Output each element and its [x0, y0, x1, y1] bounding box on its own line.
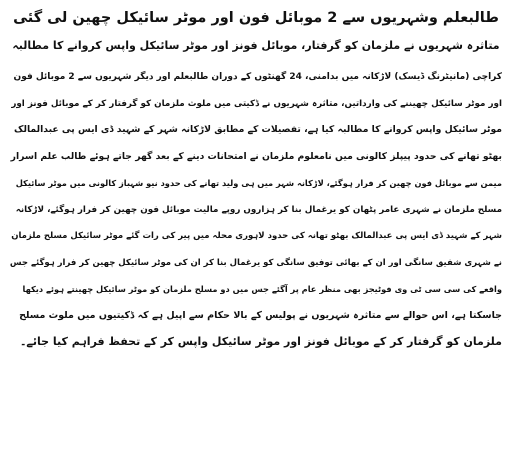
article-headline: طالبعلم وشہریوں سے 2 موبائل فون اور موٹر سائیکل چھین لی گئی [13, 10, 499, 26]
article-body-line: نے شہری شفیق سانگی اور ان کے بھائی توفیق سانگی کو یرغمال بنا کر ان کی موٹر سائیکل چھین کر فرار ہوگئے جس [10, 257, 502, 268]
article-body-line: جاسکتا ہے، اس حوالے سے متاثرہ شہریوں نے پولیس کے بالا حکام سے اپیل ہے کہ ڈکیتیوں میں ملوث مسلح [19, 309, 502, 321]
article-body-line: اور موٹر سائیکل چھیننے کی وارداتیں، متاثرہ شہریوں نے ڈکیتی میں ملوث ملزمان کو گرفتار کر کے موبائل فونز اور [11, 98, 502, 109]
article-body-line: میمن سے موبائل فون چھین کر فرار ہوگئے، لاڑکانہ شہر میں ہی ولید تھانے کی حدود نیو شہباز کالونی میں موٹر سائیکل [15, 178, 502, 188]
article-body-line: مسلح ملزمان نے شہری عامر پٹھان کو یرغمال بنا کر ہزاروں روپے مالیت موبائل فون چھین کر فرار ہوگئے، لاڑکانہ [15, 204, 502, 215]
article-body-line: موٹر سائیکل واپس کروانے کا مطالبہ کیا ہے، تفصیلات کے مطابق لاڑکانہ شہر کے شہید ڈی ایس پی عبدالمالک [14, 124, 502, 135]
article-body-line: کراچی (مانیٹرنگ ڈیسک) لاڑکانہ میں بدامنی، 24 گھنٹوں کے دوران طالبعلم اور دیگر شہریوں سے 2 موبائل فون [13, 72, 502, 82]
article-body-line: بھٹو تھانے کی حدود پیپلز کالونی میں نامعلوم ملزمان نے امتحانات دینے کے بعد گھر جاتے ہوئے طالب علم اسرار [10, 150, 502, 162]
article-body-line: شہر کے شہید ڈی ایس پی عبدالمالک بھٹو تھانہ کی حدود لاہوری محلہ میں پیر کی رات گئے موٹر سائیکل مسلح ملزمان [11, 231, 502, 241]
article-body-line: واقعے کی سی سی ٹی وی فوٹیجز بھی منظر عام پر آگئے جس میں دو مسلح ملزمان کو موٹر سائیکل چھینتے ہوئے دیکھا [22, 284, 502, 294]
article-body [10, 64, 502, 356]
news-article [10, 4, 502, 467]
article-body-line: ملزمان کو گرفتار کر کے موبائل فونز اور موٹر سائیکل واپس کر کے تحفظ فراہم کیا جائے۔ [19, 335, 502, 348]
article-subheadline: متاثرہ شہریوں نے ملزمان کو گرفتار، موبائل فونز اور موٹر سائیکل واپس کروانے کا مطالبہ [12, 39, 500, 52]
